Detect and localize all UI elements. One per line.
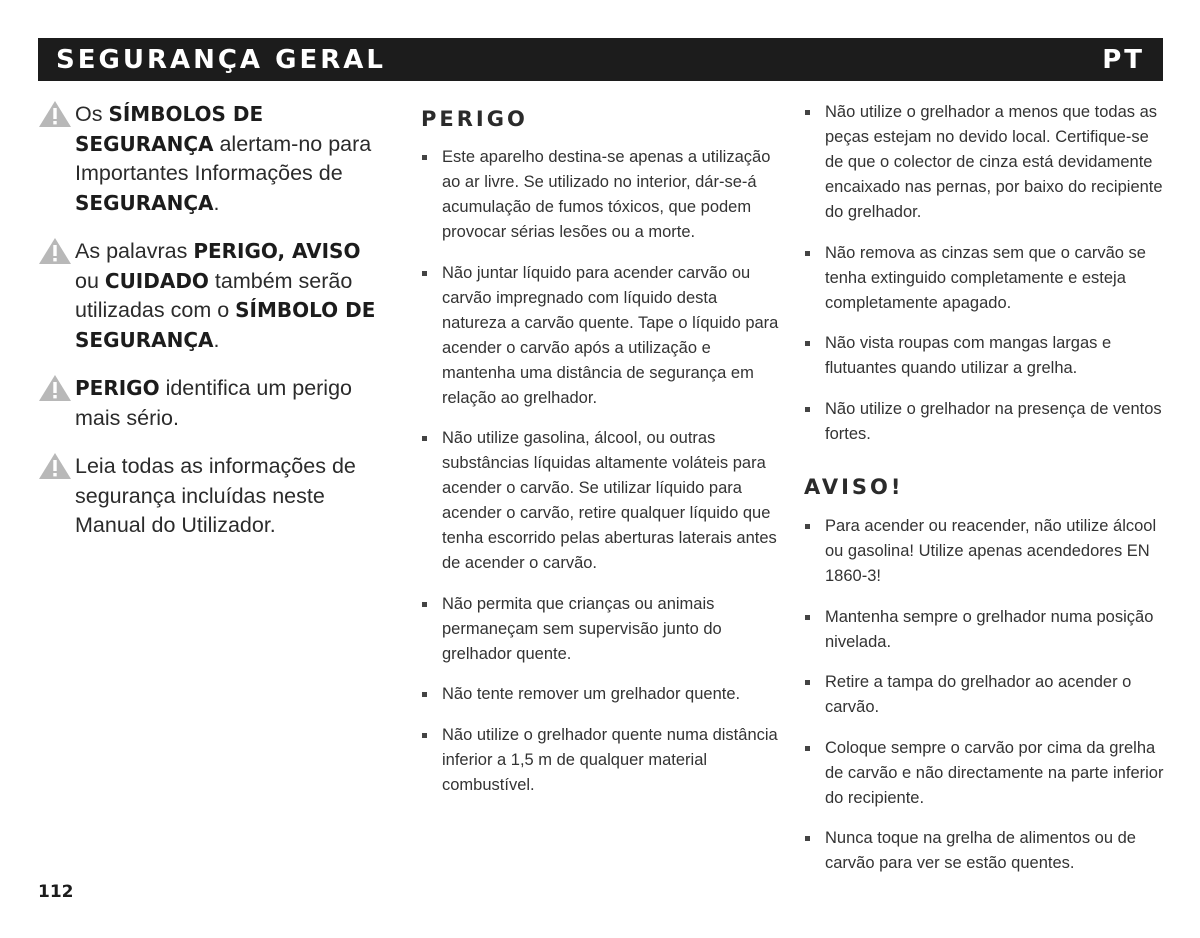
safety-symbol-note xyxy=(38,100,388,218)
list-item xyxy=(804,670,1166,720)
bullet-icon xyxy=(422,271,427,276)
bullet-icon xyxy=(805,836,810,841)
bullet-icon xyxy=(805,341,810,346)
perigo-continued-list xyxy=(804,100,1166,462)
note-text: . xyxy=(213,190,220,215)
note-bold: PERIGO, AVISO xyxy=(193,239,361,263)
note-text: identifica um perigo mais sério. xyxy=(75,376,353,430)
perigo-list xyxy=(421,145,781,813)
list-item-text: Nunca toque na grelha de alimentos ou de carvão para ver se estão quentes. xyxy=(825,829,1136,872)
list-item-text: Não vista roupas com mangas largas e flutuantes quando utilizar a grelha. xyxy=(825,334,1112,377)
list-item-text: Não utilize o grelhador quente numa distância inferior a 1,5 m de qualquer material combustível. xyxy=(442,725,778,794)
bullet-icon xyxy=(805,407,810,412)
aviso-heading: AVISO! xyxy=(804,475,904,499)
perigo-heading: PERIGO xyxy=(421,107,528,131)
note-text: As palavras xyxy=(75,239,194,263)
signal-words-note xyxy=(38,237,388,355)
warning-triangle-icon xyxy=(38,237,72,265)
list-item xyxy=(421,145,781,245)
note-bold: SÍMBOLOS DE SEGURANÇA xyxy=(75,102,264,156)
list-item-text: Este aparelho destina-se apenas a utilização ao ar livre. Se utilizado no interior, dár-se-á acumulação de fumos tóxicos, que podem provocar sérias lesões ou a morte. xyxy=(442,148,771,241)
bullet-icon xyxy=(805,251,810,256)
list-item xyxy=(421,426,781,576)
bullet-icon xyxy=(422,692,427,697)
note-text: . xyxy=(213,327,220,352)
list-item-text: Mantenha sempre o grelhador numa posição nivelada. xyxy=(825,607,1154,651)
bullet-icon xyxy=(422,602,427,607)
page-number: 112 xyxy=(38,882,74,902)
note-bold: CUIDADO xyxy=(104,268,209,293)
aviso-list xyxy=(804,514,1166,892)
bullet-icon xyxy=(805,110,810,115)
warning-triangle-icon xyxy=(38,100,72,128)
bullet-icon xyxy=(422,436,427,441)
page-title: SEGURANÇA GERAL xyxy=(56,45,386,75)
list-item xyxy=(804,100,1166,225)
bullet-icon xyxy=(422,733,427,738)
list-item xyxy=(421,592,781,667)
list-item-text: Retire a tampa do grelhador ao acender o carvão. xyxy=(825,673,1132,716)
list-item-text: Não utilize gasolina, álcool, ou outras substâncias líquidas altamente voláteis para acender o carvão. Se utilizar líquido para acender o carvão, retire qualquer líquido que tenha escorrido pelas aberturas laterais antes de acender o carvão. xyxy=(442,429,777,572)
note-text: Os xyxy=(75,102,109,126)
header-bar xyxy=(38,38,1163,81)
note-text: também serão utilizadas com o xyxy=(75,268,353,322)
list-item-text: Para acender ou reacender, não utilize álcool ou gasolina! Utilize apenas acendedores EN 1860-3! xyxy=(825,517,1157,585)
note-bold: PERIGO xyxy=(75,376,160,400)
bullet-icon xyxy=(805,680,810,685)
note-text: alertam-no para Importantes Informações de xyxy=(75,131,372,185)
list-item-text: Não utilize o grelhador na presença de ventos fortes. xyxy=(825,399,1162,443)
list-item-text: Não juntar líquido para acender carvão ou carvão impregnado com líquido desta natureza a carvão quente. Tape o líquido para acender o carvão após a utilização e mantenha uma distância de segurança em relação ao grelhador. xyxy=(442,263,779,407)
read-manual-note xyxy=(38,452,388,541)
list-item xyxy=(421,261,781,411)
list-item xyxy=(421,682,781,707)
note-text: Leia todas as informações de segurança incluídas neste Manual do Utilizador. xyxy=(75,454,356,537)
bullet-icon xyxy=(805,615,810,620)
list-item-text: Não utilize o grelhador a menos que todas as peças estejam no devido local. Certifique-se de que o colector de cinza está devidamente encaixado nas pernas, por baixo do recipiente do grelhador. xyxy=(825,103,1163,221)
list-item xyxy=(804,826,1166,876)
danger-note xyxy=(38,374,388,433)
list-item xyxy=(804,331,1166,381)
warning-triangle-icon xyxy=(38,374,72,402)
bullet-icon xyxy=(805,746,810,751)
note-bold: SÍMBOLO DE SEGURANÇA xyxy=(75,298,376,352)
list-item-text: Coloque sempre o carvão por cima da grelha de carvão e não directamente na parte inferior do recipiente. xyxy=(825,738,1164,807)
list-item xyxy=(804,241,1166,316)
list-item xyxy=(804,514,1166,589)
list-item xyxy=(804,397,1166,447)
bullet-icon xyxy=(422,155,427,160)
list-item-text: Não remova as cinzas sem que o carvão se tenha extinguido completamente e esteja completamente apagado. xyxy=(825,243,1146,312)
safety-symbol-list xyxy=(38,100,388,541)
language-code: PT xyxy=(1102,45,1145,75)
list-item xyxy=(421,723,781,798)
note-text: ou xyxy=(75,268,105,293)
warning-triangle-icon xyxy=(38,452,72,480)
list-item-text: Não tente remover um grelhador quente. xyxy=(442,685,741,703)
list-item xyxy=(804,736,1166,811)
bullet-icon xyxy=(805,524,810,529)
note-bold: SEGURANÇA xyxy=(75,190,214,215)
list-item-text: Não permita que crianças ou animais permaneçam sem supervisão junto do grelhador quente. xyxy=(442,594,722,663)
list-item xyxy=(804,605,1166,655)
